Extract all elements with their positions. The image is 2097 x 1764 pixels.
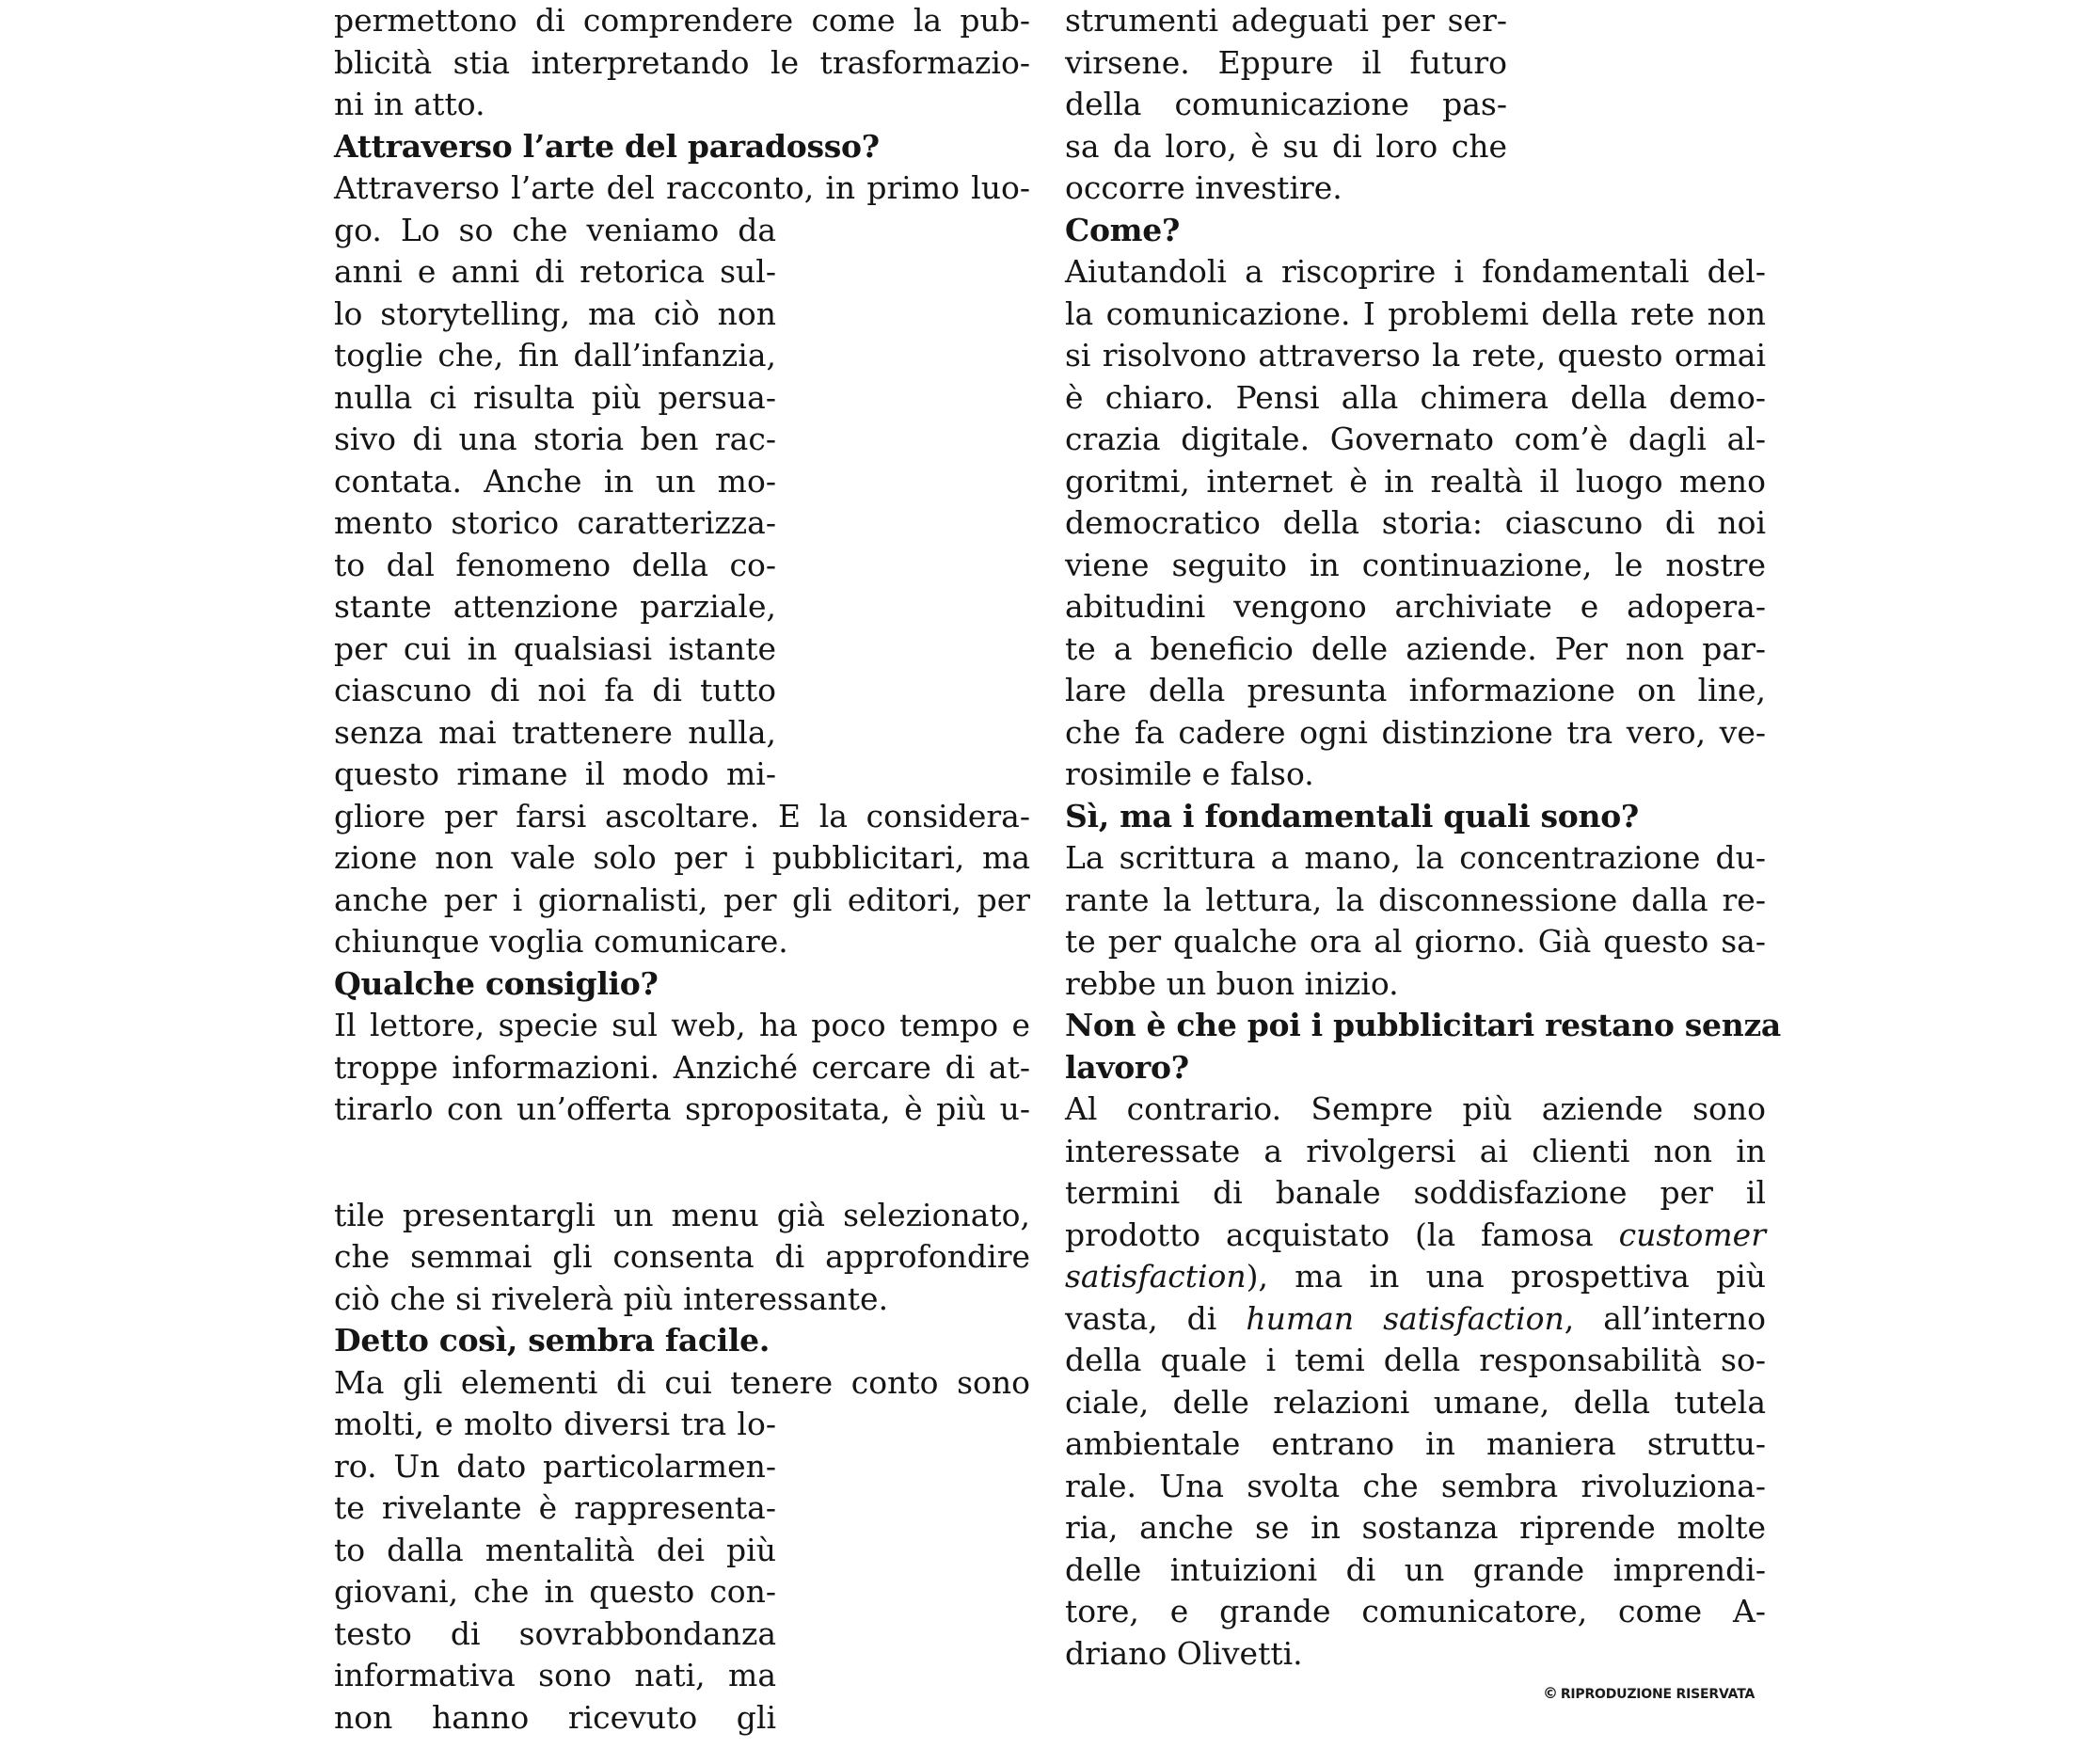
answer-text-line: non hanno ricevuto gli (334, 1698, 776, 1736)
answer-text-line: senza mai trattenere nulla, (334, 713, 776, 751)
answer-text-line: vasta, di human satisfaction, all’interno (1065, 1299, 1766, 1337)
answer-text-line: chiunque voglia comunicare. (334, 923, 788, 960)
answer-text-line: si risolvono attraverso la rete, questo ormai (1065, 337, 1766, 373)
answer-text-line: delle intuizioni di un grande imprendi- (1065, 1550, 1766, 1588)
answer-text-line: troppe informazioni. Anziché cercare di at- (334, 1048, 1030, 1086)
answer-text-line: driano Olivetti. (1065, 1634, 1303, 1672)
answer-text-line: rebbe un buon inizio. (1065, 964, 1399, 1002)
answer-text-line: rale. Una svolta che sembra rivoluziona- (1065, 1467, 1766, 1504)
answer-text-line: sa da loro, è su di loro che (1065, 127, 1507, 165)
answer-text-line: crazia digitale. Governato com’è dagli al- (1065, 421, 1766, 457)
article-column-right (1065, 0, 1781, 1675)
answer-text-line: tirarlo con un’offerta spropositata, è più u- (334, 1090, 1030, 1127)
answer-text-line: contata. Anche in un mo- (334, 462, 776, 500)
answer-text-line: La scrittura a mano, la concentrazione du- (1065, 839, 1766, 876)
answer-text-line: toglie che, fin dall’infanzia, (334, 337, 776, 373)
answer-text-line: stante attenzione parziale, (334, 588, 776, 625)
answer-text-line: ambientale entrano in maniera struttu- (1065, 1425, 1766, 1462)
answer-text-line: to dalla mentalità dei più (334, 1531, 776, 1568)
answer-text-line: sivo di una storia ben rac- (334, 421, 776, 457)
answer-text-line: Ma gli elementi di cui tenere conto sono (334, 1363, 1030, 1401)
answer-text-line: della comunicazione pas- (1065, 86, 1507, 122)
interview-question: Come? (1065, 211, 1181, 248)
answer-text-line: ciascuno di noi fa di tutto (334, 672, 776, 708)
answer-text-line: informativa sono nati, ma (334, 1657, 776, 1693)
answer-text-line: lare della presunta informazione on line, (1065, 672, 1766, 708)
answer-text-line: anni e anni di retorica sul- (334, 253, 776, 290)
answer-text-line: zione non vale solo per i pubblicitari, ma (334, 839, 1030, 876)
answer-text-line: testo di sovrabbondanza (334, 1614, 776, 1652)
answer-text-line: gliore per farsi ascoltare. E la considera- (334, 797, 1030, 834)
answer-text-line: goritmi, internet è in realtà il luogo meno (1065, 462, 1766, 500)
column-gap (334, 1131, 1030, 1195)
interview-question: Qualche consiglio? (334, 964, 659, 1002)
answer-text-line: interessate a rivolgersi ai clienti non in (1065, 1132, 1766, 1169)
answer-text-line: tore, e grande comunicatore, come A- (1065, 1593, 1766, 1629)
answer-text-line: rante la lettura, la disconnessione dalla re- (1065, 881, 1766, 918)
answer-text-line: la comunicazione. I problemi della rete non (1065, 294, 1766, 332)
answer-text-line: termini di banale soddisfazione per il (1065, 1174, 1766, 1211)
answer-text-line: ciò che si rivelerà più interessante. (334, 1279, 889, 1317)
answer-text-line: che fa cadere ogni distinzione tra vero, ve- (1065, 713, 1766, 751)
answer-text-line: go. Lo so che veniamo da (334, 211, 776, 248)
answer-text-line: strumenti adeguati per ser- (1065, 2, 1507, 39)
answer-text-line: to dal fenomeno della co- (334, 546, 776, 583)
answer-text-line: questo rimane il modo mi- (334, 755, 776, 792)
answer-text-line: ni in atto. (334, 86, 485, 122)
answer-text-line: blicità stia interpretando le trasformazio- (334, 43, 1030, 81)
copyright-symbol: © (1543, 1684, 1558, 1702)
copyright-text: RIPRODUZIONE RISERVATA (1560, 1687, 1755, 1702)
article-column-left (334, 0, 1030, 1739)
answer-text-line: giovani, che in questo con- (334, 1573, 776, 1610)
answer-text-line: per cui in qualsiasi istante (334, 629, 776, 667)
answer-text-line: te rivelante è rappresenta- (334, 1489, 776, 1526)
answer-text-line: lo storytelling, ma ciò non (334, 294, 776, 332)
interview-question: Detto così, sembra facile. (334, 1322, 770, 1359)
answer-text-line: viene seguito in continuazione, le nostre (1065, 546, 1766, 583)
answer-text-line: rosimile e falso. (1065, 755, 1314, 792)
answer-text-line: molti, e molto diversi tra lo- (334, 1406, 776, 1442)
answer-text-line: democratico della storia: ciascuno di noi (1065, 504, 1766, 541)
answer-text-line: abitudini vengono archiviate e adopera- (1065, 588, 1766, 625)
answer-text-line: te a beneficio delle aziende. Per non par- (1065, 629, 1766, 667)
answer-text-line: tile presentargli un menu già selezionato, (334, 1196, 1030, 1233)
copyright-notice (1543, 1684, 1755, 1702)
answer-text-line: te per qualche ora al giorno. Già questo sa- (1065, 923, 1766, 960)
answer-text-line: prodotto acquistato (la famosa customer (1065, 1216, 1766, 1253)
answer-text-line: della quale i temi della responsabilità so- (1065, 1342, 1766, 1378)
answer-text-line: ro. Un dato particolarmen- (334, 1447, 776, 1485)
answer-text-line: è chiaro. Pensi alla chimera della demo- (1065, 378, 1766, 416)
answer-text-line: Attraverso l’arte del racconto, in primo luo- (334, 169, 1030, 206)
answer-text-line: occorre investire. (1065, 169, 1342, 206)
answer-text-line: satisfaction), ma in una prospettiva più (1065, 1258, 1766, 1295)
answer-text-line: ciale, delle relazioni umane, della tutela (1065, 1383, 1766, 1421)
answer-text-line: mento storico caratterizza- (334, 504, 776, 541)
interview-question: Non è che poi i pubblicitari restano senza (1065, 1007, 1781, 1043)
answer-text-line: Al contrario. Sempre più aziende sono (1065, 1090, 1766, 1127)
interview-question: Attraverso l’arte del paradosso? (334, 127, 880, 165)
interview-question: Sì, ma i fondamentali quali sono? (1065, 797, 1639, 834)
answer-text-line: nulla ci risulta più persua- (334, 378, 776, 416)
interview-question: lavoro? (1065, 1048, 1189, 1086)
answer-text-line: virsene. Eppure il futuro (1065, 43, 1507, 81)
answer-text-line: Il lettore, specie sul web, ha poco tempo e (334, 1007, 1030, 1043)
answer-text-line: permettono di comprendere come la pub- (334, 2, 1030, 39)
answer-text-line: che semmai gli consenta di approfondire (334, 1238, 1030, 1275)
answer-text-line: ria, anche se in sostanza riprende molte (1065, 1509, 1766, 1546)
answer-text-line: anche per i giornalisti, per gli editori, per (334, 881, 1030, 918)
answer-text-line: Aiutandoli a riscoprire i fondamentali del- (1065, 253, 1766, 290)
